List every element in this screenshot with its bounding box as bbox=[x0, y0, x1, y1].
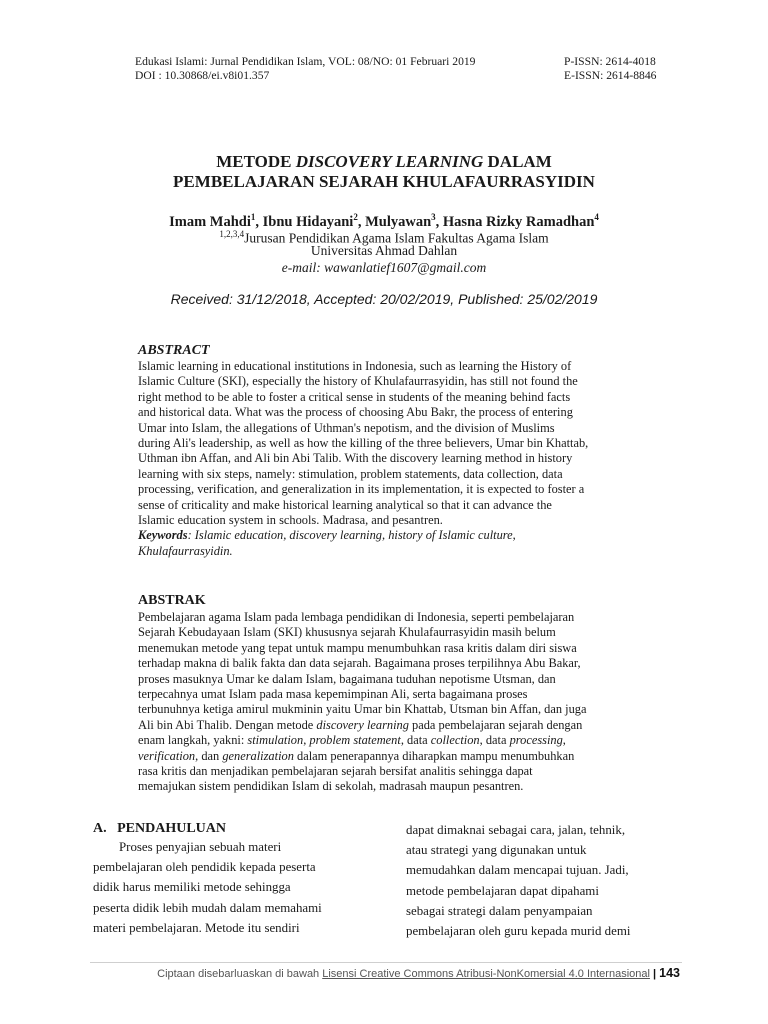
doi: DOI : 10.30868/ei.v8i01.357 bbox=[135, 69, 270, 82]
right-column-text: dapat dimaknai sebagai cara, jalan, tehnik, atau strategi yang digunakan untuk memudahkan dalam mencapai tujuan. Jadi, metode pembelajaran dapat dipahami sebagai strategi dalam penyampaian pembelajaran oleh guru kepada murid demi bbox=[406, 823, 631, 939]
journal-header bbox=[135, 55, 475, 83]
p-issn: P-ISSN: 2614-4018 bbox=[564, 55, 656, 68]
abstract-heading: ABSTRACT bbox=[138, 343, 210, 358]
footer-divider bbox=[90, 962, 682, 963]
license-link[interactable]: Lisensi Creative Commons Atribusi-NonKomersial 4.0 Internasional bbox=[322, 968, 650, 980]
keywords: Keywords: Islamic education, discovery learning, history of Islamic culture, bbox=[138, 528, 516, 543]
e-issn: E-ISSN: 2614-8846 bbox=[564, 69, 657, 82]
section-heading-pendahuluan: A. PENDAHULUAN bbox=[93, 821, 226, 836]
paper-title: METODE DISCOVERY LEARNING DALAM PEMBELAJARAN SEJARAH KHULAFAURRASYIDIN bbox=[173, 152, 595, 191]
email: e-mail: wawanlatief1607@gmail.com bbox=[281, 260, 487, 275]
abstrak-body: Pembelajaran agama Islam pada lembaga pendidikan di Indonesia, seperti pembelajaran Sejarah Kebudayaan Islam (SKI) khususnya sejarah Khulafaurrasyidin masih belum menemukan metode yang tepat untuk mampu menumbuhkan rasa kritis dalam diri siswa terhadap makna di balik fakta dan data sejarah. Bagaimana proses terpilihnya Abu Bakar, proses masuknya Umar ke dalam Islam, bagaimana tuduhan nepotisme Utsman, dan terpecahnya umat Islam pada masa kepemimpinan Ali, serta bagaimana proses terbunuhnya ketiga amirul mukminin yaitu Umar bin Khattab, Utsman bin Affan, dan juga Ali bin Abi Thalib. Dengan metode discovery learning pada pembelajaran sejarah dengan enam langkah, yakni: stimulation, problem statement, data collection, data processing, verification, dan generalization dalam penerapannya diharapkan mampu menumbuhkan rasa kritis dan menjadikan pembelajaran sejarah bersifat analitis sehingga dapat memajukan sistem pendidikan Islam di sekolah, madrasah maupun pesantren. bbox=[138, 610, 587, 794]
page-footer: Ciptaan disebarluaskan di bawah Lisensi Creative Commons Atribusi-NonKomersial 4.0 Internasional | 143 bbox=[157, 966, 680, 980]
author-list: Imam Mahdi$^1$, Ibnu Hidayani$^2$, Mulyawan$^3$, Hasna Rizky Ramadhan$^4$ bbox=[169, 212, 599, 230]
affiliation: $^{1,2,3,4}$Jurusan Pendidikan Agama Islam Fakultas Agama Islam bbox=[219, 229, 549, 246]
license-prefix: Ciptaan disebarluaskan di bawah bbox=[157, 968, 323, 980]
abstract-body: Islamic learning in educational institutions in Indonesia, such as learning the History of Islamic Culture (SKI), especially the history of Khulafaurrasyidin, has still not found the right method to be able to foster a critical sense in students of the meaning behind facts and historical data. What was the process of choosing Abu Bakr, the process of entering Umar into Islam, the allegations of Uthman's nepotism, and the division of Muslims during Ali's leadership, as well as how the killing of the three believers, Umar bin Khattab, Uthman ibn Affan, and Ali bin Abi Talib. With the discovery learning method in history learning with six steps, namely: stimulation, problem statements, data collection, data processing, verification, and generalization in its implementation, it is expected to foster a sense of criticality and make historical learning analytical so that it can advance the Islamic education system in schools. Madrasa, and pesantren. Keywords: Islamic education, discovery learning, history of Islamic culture, Khulafaurrasyidin. bbox=[138, 359, 656, 559]
publication-dates: Received: 31/12/2018, Accepted: 20/02/2019, Published: 25/02/2019 bbox=[170, 291, 598, 307]
left-column-text: Proses penyajian sebuah materi pembelajaran oleh pendidik kepada peserta didik harus memiliki metode sehingga peserta didik lebih mudah dalam memahami materi pembelajaran. Metode itu sendiri bbox=[93, 840, 322, 935]
page-number: 143 bbox=[659, 966, 680, 980]
abstrak-heading: ABSTRAK bbox=[138, 593, 206, 608]
issn-block bbox=[564, 55, 656, 83]
journal-name: Edukasi Islami: Jurnal Pendidikan Islam, VOL: 08/NO: 01 Februari 2019 bbox=[135, 55, 476, 68]
university: Universitas Ahmad Dahlan bbox=[310, 243, 458, 258]
